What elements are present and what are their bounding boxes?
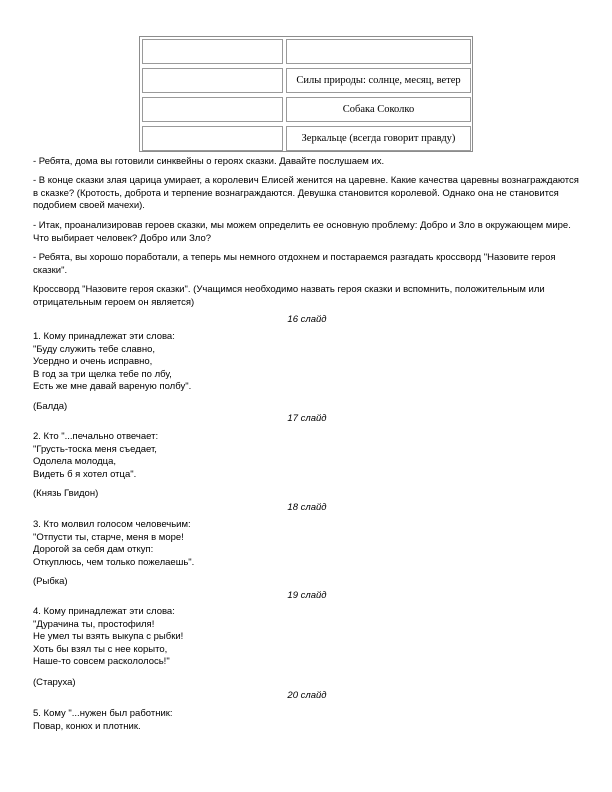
question-3: 3. Кто молвил голосом человечьим: "Отпусти ты, старче, меня в море! Дорогой за себя дам откуп: Откуплюсь, чем только пожелаешь". — [33, 519, 195, 568]
table-row — [140, 37, 472, 66]
table-row — [140, 124, 472, 153]
table-row — [140, 95, 472, 124]
answer-3: (Рыбка) — [33, 576, 68, 587]
paragraph-crossword-intro: - Ребята, вы хорошо поработали, а теперь мы немного отдохнем и постараемся разгадать кроссворд "Назовите героя сказки". — [33, 252, 556, 276]
slide-number: 16 слайд — [287, 314, 327, 325]
slide-number: 17 слайд — [287, 413, 327, 424]
answer-2: (Князь Гвидон) — [33, 488, 99, 499]
heroes-table — [139, 36, 473, 152]
question-5: 5. Кому "...нужен был работник: Повар, конюх и плотник. — [33, 708, 173, 732]
paragraph-problem: - Итак, проанализировав героев сказки, мы можем определить ее основную проблему: Добро и Зло в окружающем мире. Что выбирает человек? Добро или Зло? — [33, 220, 571, 244]
table-row — [140, 66, 472, 95]
table-cell: Силы природы: солнце, месяц, ветер — [286, 68, 471, 93]
answer-1: (Балда) — [33, 401, 68, 412]
answer-4: (Старуха) — [33, 677, 76, 688]
paragraph-ending: - В конце сказки злая царица умирает, а королевич Елисей женится на царевне. Какие качества царевны вознаграждаются в сказке? (Кротость, доброта и терпение вознаграждаются. Девушка становится королевой. Однако она не становится подобием своей мачехи). — [33, 175, 579, 211]
slide-number: 19 слайд — [287, 590, 327, 601]
slide-number: 18 слайд — [287, 502, 327, 513]
slide-number: 20 слайд — [287, 690, 327, 701]
table-cell: Собака Соколко — [286, 97, 471, 122]
paragraph-cinquains: - Ребята, дома вы готовили синквейны о героях сказки. Давайте послушаем их. — [33, 156, 385, 167]
table-cell — [142, 97, 283, 122]
paragraph-crossword-task: Кроссворд "Назовите героя сказки". (Учащимся необходимо назвать героя сказки и вспомнить, положительным или отрицательным героем он является) — [33, 284, 545, 308]
table-cell — [142, 39, 283, 64]
table-cell — [286, 39, 471, 64]
question-4: 4. Кому принадлежат эти слова: "Дурачина ты, простофиля! Не умел ты взять выкупа с рыбки! Хоть бы взял ты с нее корыто, Наше-то совсем раскололось!" — [33, 606, 184, 667]
table-cell: Зеркальце (всегда говорит правду) — [286, 126, 471, 151]
question-2: 2. Кто "...печально отвечает: "Грусть-тоска меня съедает, Одолела молодца, Видеть б я хотел отца". — [33, 431, 159, 480]
table-cell — [142, 68, 283, 93]
question-1: 1. Кому принадлежат эти слова: "Буду служить тебе славно, Усердно и очень исправно, В год за три щелка тебе по лбу, Есть же мне давай вареную полбу". — [33, 331, 192, 392]
table-cell — [142, 126, 283, 151]
